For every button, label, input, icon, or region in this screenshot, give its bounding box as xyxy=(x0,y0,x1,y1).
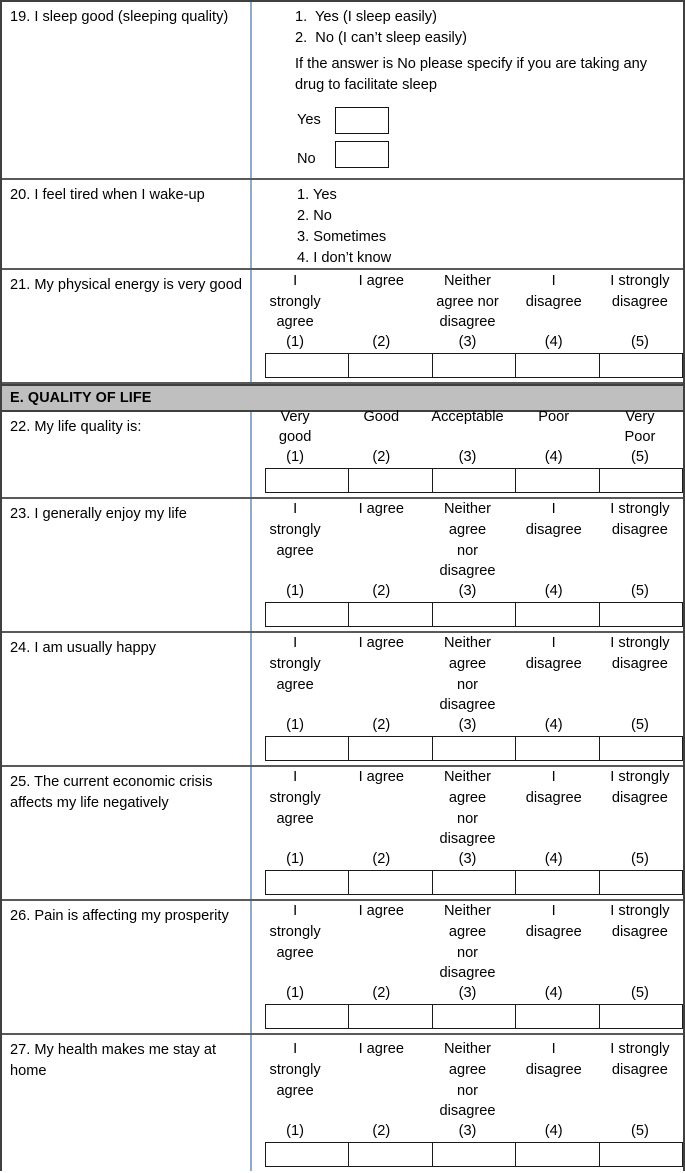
question-text-22: 22. My life quality is: xyxy=(2,412,252,497)
answer-area-24 xyxy=(252,633,683,765)
scale-option-number-3: (3) xyxy=(458,851,477,868)
scale-option-label-3: Neither agree nor disagree xyxy=(439,635,496,714)
scale-option-number-2: (2) xyxy=(372,449,391,466)
question-row-22 xyxy=(2,408,683,499)
scale-number-row xyxy=(252,333,683,353)
question-row-20 xyxy=(2,180,683,270)
scale-option-label-5: I strongly disagree xyxy=(610,635,670,672)
scale-option-label-4: I disagree xyxy=(525,1041,582,1078)
section-header-e: E. QUALITY OF LIFE xyxy=(2,384,683,412)
scale-answer-boxes xyxy=(265,353,683,378)
yes-checkbox[interactable] xyxy=(335,107,389,134)
scale-answer-box-4[interactable] xyxy=(516,1005,599,1028)
scale-option-label-4: I disagree xyxy=(525,501,582,538)
scale-answer-box-5[interactable] xyxy=(600,871,683,894)
option-item[interactable]: 4. I don’t know xyxy=(297,250,392,266)
scale-answer-box-5[interactable] xyxy=(600,1143,683,1166)
scale-option-label-2: I agree xyxy=(358,903,405,920)
scale-answer-boxes xyxy=(265,602,683,627)
scale-answer-box-2[interactable] xyxy=(349,871,432,894)
answer-area-20 xyxy=(252,180,683,268)
scale-option-number-4: (4) xyxy=(544,717,563,734)
scale-option-label-3: Neither agree nor disagree xyxy=(439,501,496,580)
scale-option-number-1: (1) xyxy=(286,851,305,868)
scale-option-label-5: I strongly disagree xyxy=(610,903,670,940)
scale-answer-box-4[interactable] xyxy=(516,871,599,894)
scale-label-row xyxy=(252,896,683,984)
scale-option-label-5: I strongly disagree xyxy=(610,272,670,310)
scale-label-row xyxy=(252,1034,683,1122)
scale-option-number-5: (5) xyxy=(630,1123,649,1140)
scale-answer-boxes xyxy=(265,1142,683,1167)
scale-number-row xyxy=(252,984,683,1004)
scale-answer-boxes xyxy=(265,870,683,895)
scale-answer-box-3[interactable] xyxy=(433,737,516,760)
scale-answer-box-2[interactable] xyxy=(349,603,432,626)
scale-label-row xyxy=(252,494,683,582)
scale-option-number-5: (5) xyxy=(630,449,649,466)
no-row xyxy=(297,140,683,168)
scale-option-number-2: (2) xyxy=(372,985,391,1002)
scale-option-number-4: (4) xyxy=(544,334,563,351)
scale-answer-boxes xyxy=(265,1004,683,1029)
scale-answer-box-4[interactable] xyxy=(516,469,599,492)
scale-option-label-2: I agree xyxy=(358,1041,405,1058)
scale-option-label-1: I strongly agree xyxy=(269,501,321,559)
scale-answer-box-4[interactable] xyxy=(516,1143,599,1166)
scale-answer-box-3[interactable] xyxy=(433,603,516,626)
likert-scale-21 xyxy=(252,270,683,382)
scale-label-row xyxy=(252,762,683,850)
yes-row xyxy=(297,106,683,134)
question-row-21 xyxy=(2,270,683,384)
option-item[interactable]: 1. Yes xyxy=(297,187,337,203)
scale-option-label-2: Good xyxy=(363,408,400,425)
scale-label-row xyxy=(252,402,683,448)
question-row-24 xyxy=(2,633,683,767)
scale-answer-box-4[interactable] xyxy=(516,354,599,377)
scale-option-label-4: I disagree xyxy=(525,272,582,310)
scale-option-number-4: (4) xyxy=(544,583,563,600)
question-text-21: 21. My physical energy is very good xyxy=(2,270,252,382)
scale-answer-box-3[interactable] xyxy=(433,469,516,492)
answer-area-23 xyxy=(252,499,683,631)
scale-answer-box-1[interactable] xyxy=(266,1005,349,1028)
question-row-26 xyxy=(2,901,683,1035)
option-item[interactable]: 2. No (I can’t sleep easily) xyxy=(295,30,467,46)
likert-scale-23 xyxy=(252,499,683,631)
no-label: No xyxy=(297,151,316,168)
answer-area-22 xyxy=(252,408,683,497)
scale-option-label-4: Poor xyxy=(538,408,570,425)
scale-option-label-2: I agree xyxy=(358,769,405,786)
scale-option-number-5: (5) xyxy=(630,985,649,1002)
scale-label-row xyxy=(252,266,683,333)
scale-answer-box-2[interactable] xyxy=(349,1143,432,1166)
scale-option-label-3: Neither agree nor disagree xyxy=(439,903,496,982)
scale-option-number-4: (4) xyxy=(544,985,563,1002)
scale-option-number-1: (1) xyxy=(286,985,305,1002)
question-row-27 xyxy=(2,1035,683,1171)
scale-option-label-4: I disagree xyxy=(525,903,582,940)
scale-option-number-2: (2) xyxy=(372,1123,391,1140)
scale-answer-box-5[interactable] xyxy=(600,354,683,377)
scale-answer-box-1[interactable] xyxy=(266,603,349,626)
likert-scale-22 xyxy=(252,408,683,497)
scale-answer-box-4[interactable] xyxy=(516,603,599,626)
scale-option-label-3: Neither agree nor disagree xyxy=(439,769,496,848)
scale-option-number-4: (4) xyxy=(544,851,563,868)
scale-label-row xyxy=(252,628,683,716)
likert-scale-24 xyxy=(252,633,683,765)
scale-answer-box-3[interactable] xyxy=(433,1143,516,1166)
scale-number-row xyxy=(252,448,683,468)
scale-option-number-2: (2) xyxy=(372,717,391,734)
question-text-25: 25. The current economic crisis affects my life negatively xyxy=(2,767,252,899)
option-list-19 xyxy=(252,2,683,54)
scale-answer-box-2[interactable] xyxy=(349,1005,432,1028)
option-item[interactable]: 2. No xyxy=(297,208,332,224)
answer-area-19 xyxy=(252,2,683,178)
scale-number-row xyxy=(252,850,683,870)
scale-option-label-1: I strongly agree xyxy=(269,769,321,827)
scale-option-number-4: (4) xyxy=(544,449,563,466)
scale-answer-box-5[interactable] xyxy=(600,603,683,626)
scale-option-label-3: Acceptable xyxy=(431,408,504,425)
scale-answer-box-1[interactable] xyxy=(266,469,349,492)
yes-no-checkbox-group-19 xyxy=(252,96,683,175)
answer-area-25 xyxy=(252,767,683,899)
likert-scale-25 xyxy=(252,767,683,899)
scale-option-number-5: (5) xyxy=(630,851,649,868)
scale-option-label-5: I strongly disagree xyxy=(610,501,670,538)
scale-option-number-1: (1) xyxy=(286,717,305,734)
question-text-20: 20. I feel tired when I wake-up xyxy=(2,180,252,268)
scale-option-label-2: I agree xyxy=(358,501,405,518)
likert-scale-27 xyxy=(252,1035,683,1171)
scale-option-number-2: (2) xyxy=(372,583,391,600)
answer-area-21 xyxy=(252,270,683,382)
scale-answer-box-2[interactable] xyxy=(349,469,432,492)
scale-number-row xyxy=(252,716,683,736)
scale-option-number-5: (5) xyxy=(630,583,649,600)
question-text-27: 27. My health makes me stay at home xyxy=(2,1035,252,1171)
scale-option-label-3: Neither agree nor disagree xyxy=(436,272,499,331)
scale-option-number-3: (3) xyxy=(458,449,477,466)
scale-answer-box-3[interactable] xyxy=(433,354,516,377)
scale-answer-box-4[interactable] xyxy=(516,737,599,760)
scale-option-number-3: (3) xyxy=(458,985,477,1002)
instruction-text-19: If the answer is No please specify if you are taking any drug to facilitate sleep xyxy=(295,56,648,93)
scale-option-label-3: Neither agree nor disagree xyxy=(439,1041,496,1120)
likert-scale-26 xyxy=(252,901,683,1033)
scale-answer-boxes xyxy=(265,736,683,761)
scale-option-label-5: I strongly disagree xyxy=(610,1041,670,1078)
scale-option-label-2: I agree xyxy=(358,635,405,652)
scale-answer-box-5[interactable] xyxy=(600,737,683,760)
question-row-19 xyxy=(2,2,683,180)
answer-area-27 xyxy=(252,1035,683,1171)
yes-label: Yes xyxy=(297,111,321,128)
option-item[interactable]: 1. Yes (I sleep easily) xyxy=(295,9,437,25)
scale-option-number-1: (1) xyxy=(286,334,305,351)
question-text-23: 23. I generally enjoy my life xyxy=(2,499,252,631)
scale-answer-box-1[interactable] xyxy=(266,737,349,760)
scale-answer-boxes xyxy=(265,468,683,493)
question-row-25 xyxy=(2,767,683,901)
question-text-26: 26. Pain is affecting my prosperity xyxy=(2,901,252,1033)
scale-option-label-1: I strongly agree xyxy=(269,635,321,693)
scale-number-row xyxy=(252,1122,683,1142)
scale-answer-box-1[interactable] xyxy=(266,1143,349,1166)
scale-option-number-1: (1) xyxy=(286,449,305,466)
scale-answer-box-3[interactable] xyxy=(433,871,516,894)
scale-answer-box-5[interactable] xyxy=(600,1005,683,1028)
scale-option-number-4: (4) xyxy=(544,1123,563,1140)
scale-option-label-2: I agree xyxy=(358,272,405,289)
option-item[interactable]: 3. Sometimes xyxy=(297,229,387,245)
option-list-20 xyxy=(252,180,683,274)
scale-answer-box-5[interactable] xyxy=(600,469,683,492)
scale-option-number-2: (2) xyxy=(372,851,391,868)
answer-area-26 xyxy=(252,901,683,1033)
question-text-24: 24. I am usually happy xyxy=(2,633,252,765)
scale-option-number-3: (3) xyxy=(458,717,477,734)
scale-answer-box-2[interactable] xyxy=(349,737,432,760)
scale-answer-box-1[interactable] xyxy=(266,871,349,894)
scale-option-number-2: (2) xyxy=(372,334,391,351)
scale-option-number-1: (1) xyxy=(286,1123,305,1140)
scale-option-number-3: (3) xyxy=(458,583,477,600)
question-row-23 xyxy=(2,499,683,633)
no-checkbox[interactable] xyxy=(335,141,389,168)
scale-answer-box-3[interactable] xyxy=(433,1005,516,1028)
scale-option-number-5: (5) xyxy=(630,334,649,351)
scale-option-number-3: (3) xyxy=(458,1123,477,1140)
scale-option-number-5: (5) xyxy=(630,717,649,734)
question-text-19: 19. I sleep good (sleeping quality) xyxy=(2,2,252,178)
scale-option-label-5: I strongly disagree xyxy=(610,769,670,806)
scale-option-label-1: I strongly agree xyxy=(269,1041,321,1099)
scale-number-row xyxy=(252,582,683,602)
scale-option-label-4: I disagree xyxy=(525,769,582,806)
scale-option-label-5: Very Poor xyxy=(624,408,656,446)
scale-option-label-4: I disagree xyxy=(525,635,582,672)
scale-option-label-1: I strongly agree xyxy=(269,903,321,961)
scale-option-label-1: I strongly agree xyxy=(269,272,321,331)
scale-answer-box-1[interactable] xyxy=(266,354,349,377)
scale-option-label-1: Very good xyxy=(278,408,312,446)
scale-answer-box-2[interactable] xyxy=(349,354,432,377)
scale-option-number-3: (3) xyxy=(458,334,477,351)
scale-option-number-1: (1) xyxy=(286,583,305,600)
